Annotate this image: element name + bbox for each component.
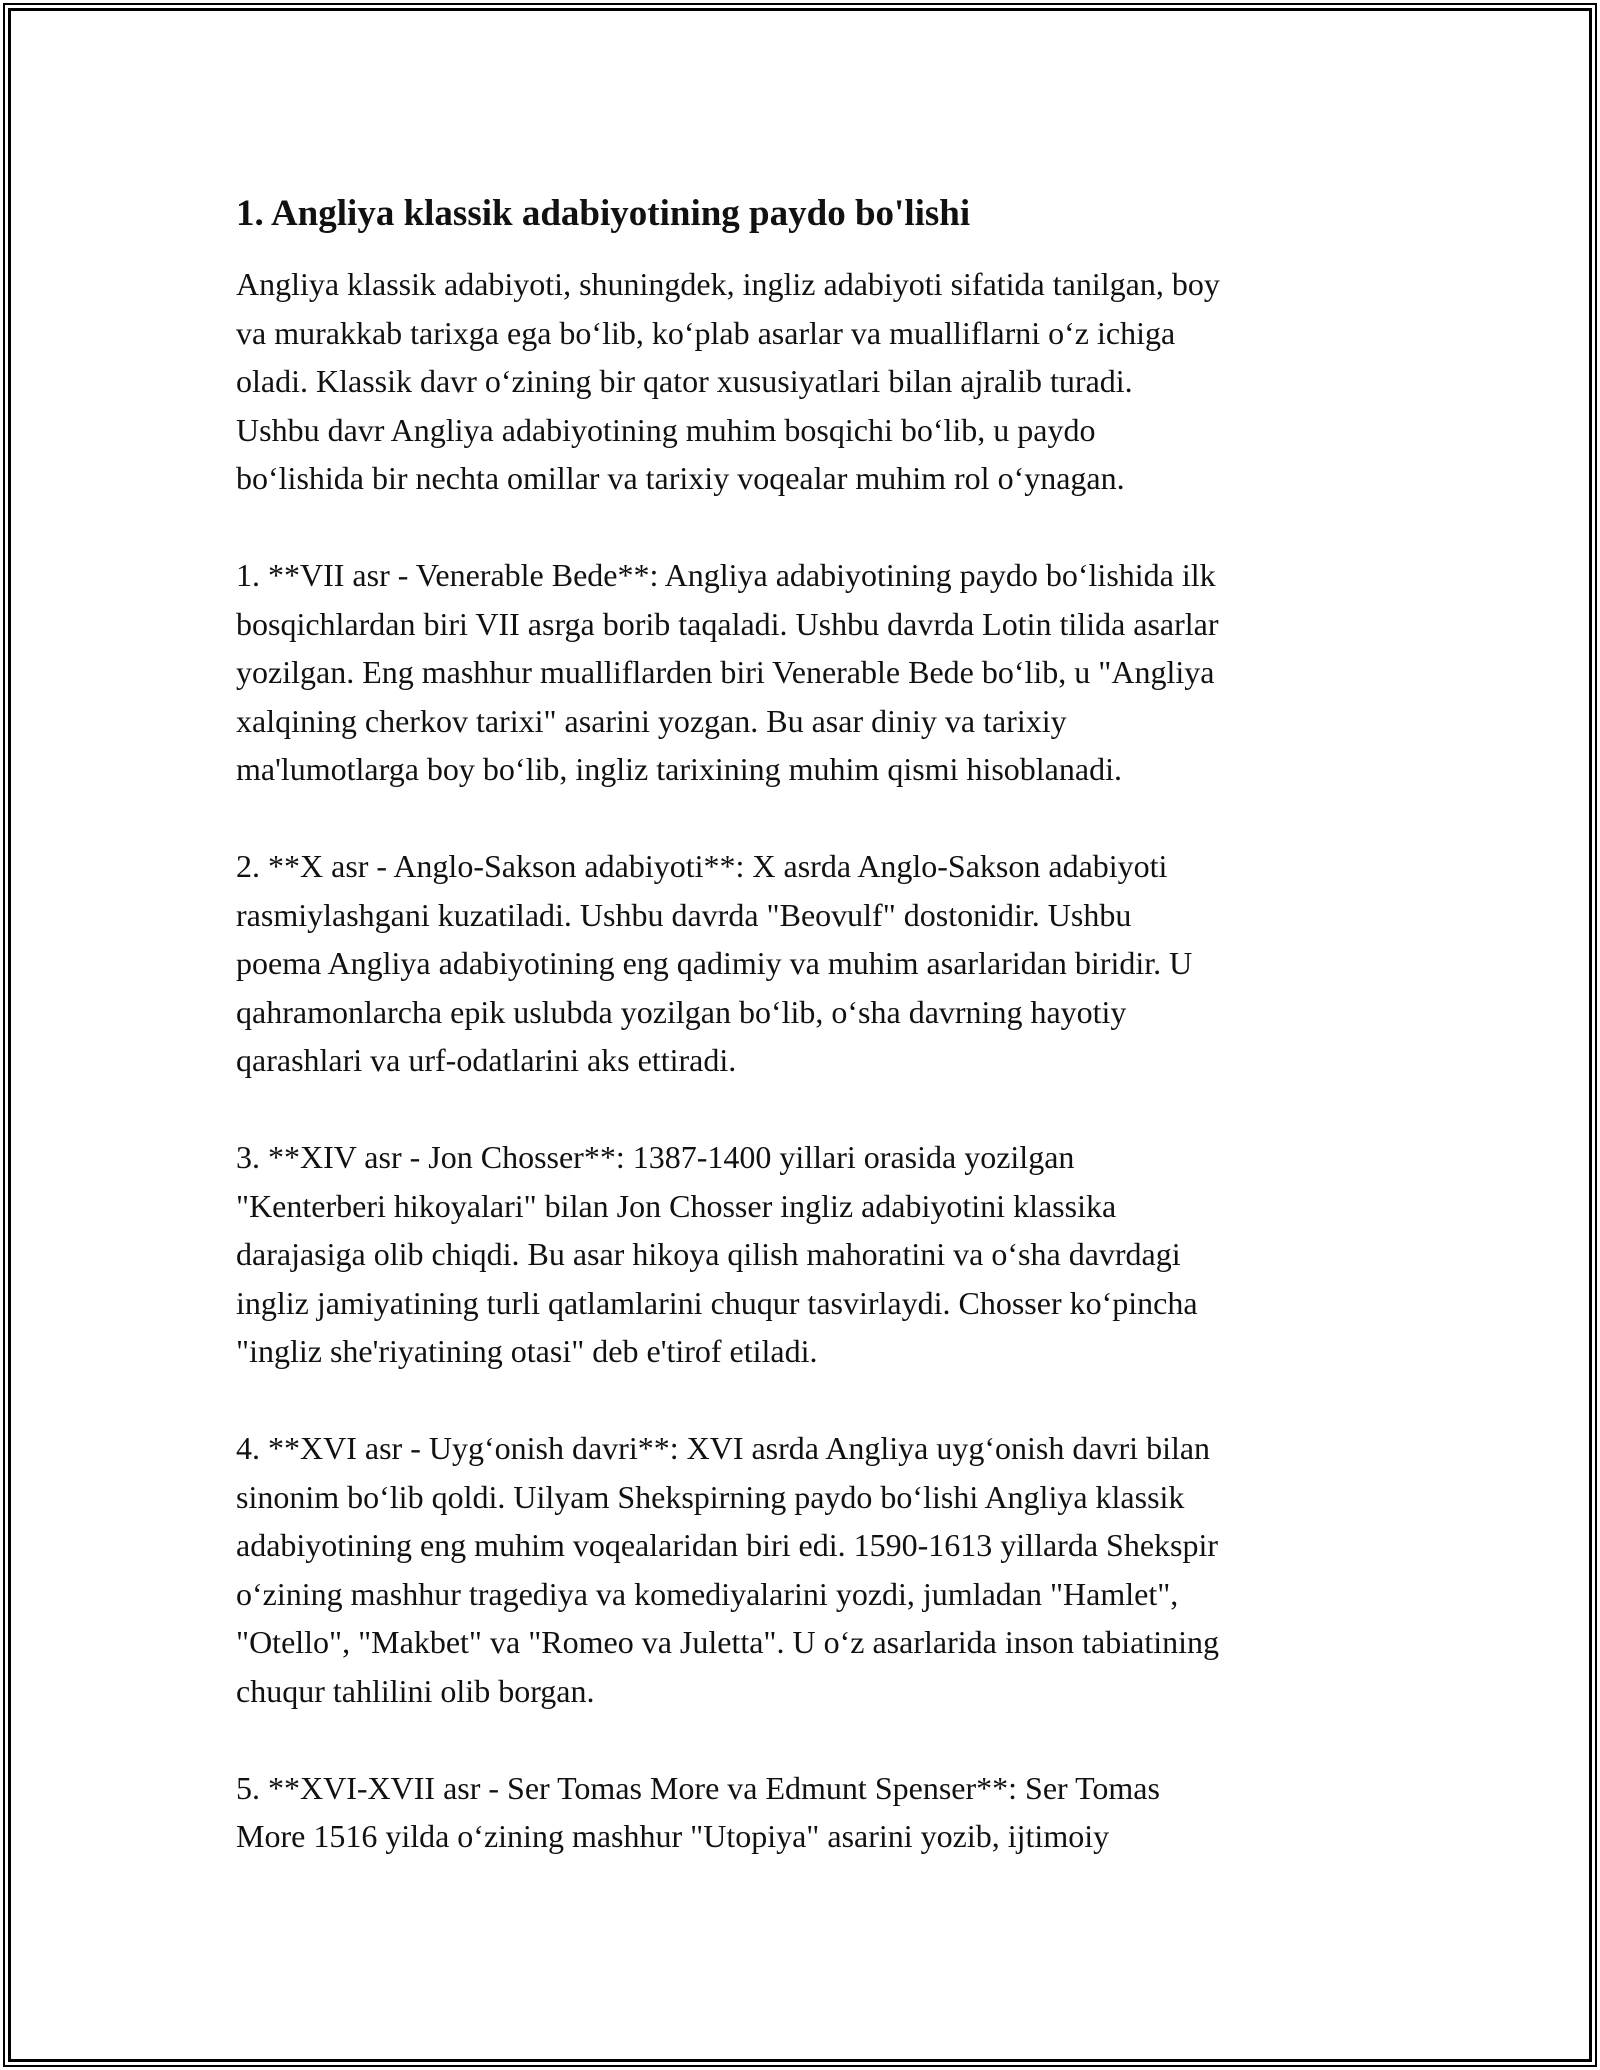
section-heading: 1. Angliya klassik adabiyotining paydo bo'lishi (236, 193, 971, 234)
document-body (236, 190, 1376, 1909)
paragraph-x-century: 2. **X asr - Anglo-Sakson adabiyoti**: X asrda Anglo-Sakson adabiyoti rasmiylashgani kuzatiladi. Ushbu davrda "Beovulf" dostonidir. Ushbu poema Angliya adabiyotining eng qadimiy va muhim asarlaridan biridir. U qahramonlarcha epik uslubda yozilgan bo‘lib, o‘sha davrning hayotiy qarashlari va urf-odatlarini aks ettiradi. (236, 848, 1193, 1078)
paragraph-xvi-xvii-century: 5. **XVI-XVII asr - Ser Tomas More va Edmunt Spenser**: Ser Tomas More 1516 yilda o‘zining mashhur "Utopiya" asarini yozib, ijtimoiy (236, 1769, 1160, 1854)
paragraph-xvi-century: 4. **XVI asr - Uyg‘onish davri**: XVI asrda Angliya uyg‘onish davri bilan sinonim bo‘lib qoldi. Uilyam Shekspirning paydo bo‘lishi Angliya klassik adabiyotining eng muhim voqealaridan biri edi. 1590-1613 yillarda Shekspir o‘zining mashhur tragediya va komediyalarini yozdi, jumladan "Hamlet", "Otello", "Makbet" va "Romeo va Juletta". U o‘z asarlarida inson tabiatining chuqur tahlilini olib borgan. (236, 1430, 1220, 1709)
intro-paragraph: Angliya klassik adabiyoti, shuningdek, ingliz adabiyoti sifatida tanilgan, boy va murakkab tarixga ega bo‘lib, ko‘plab asarlar va mualliflarni o‘z ichiga oladi. Klassik davr o‘zining bir qator xususiyatlari bilan ajralib turadi. Ushbu davr Angliya adabiyotining muhim bosqichi bo‘lib, u paydo bo‘lishida bir nechta omillar va tarixiy voqealar muhim rol o‘ynagan. (236, 266, 1220, 496)
paragraph-xiv-century: 3. **XIV asr - Jon Chosser**: 1387-1400 yillari orasida yozilgan "Kenterberi hikoyalari" bilan Jon Chosser ingliz adabiyotini klassika darajasiga olib chiqdi. Bu asar hikoya qilish mahoratini va o‘sha davrdagi ingliz jamiyatining turli qatlamlarini chuqur tasvirlaydi. Chosser ko‘pincha "ingliz she'riyatining otasi" deb e'tirof etiladi. (236, 1139, 1198, 1369)
paragraph-vii-century: 1. **VII asr - Venerable Bede**: Angliya adabiyotining paydo bo‘lishida ilk bosqichlardan biri VII asrga borib taqaladi. Ushbu davrda Lotin tilida asarlar yozilgan. Eng mashhur mualliflarden biri Venerable Bede bo‘lib, u "Angliya xalqining cherkov tarixi" asarini yozgan. Bu asar diniy va tarixiy ma'lumotlarga boy bo‘lib, ingliz tarixining muhim qismi hisoblanadi. (236, 557, 1219, 787)
